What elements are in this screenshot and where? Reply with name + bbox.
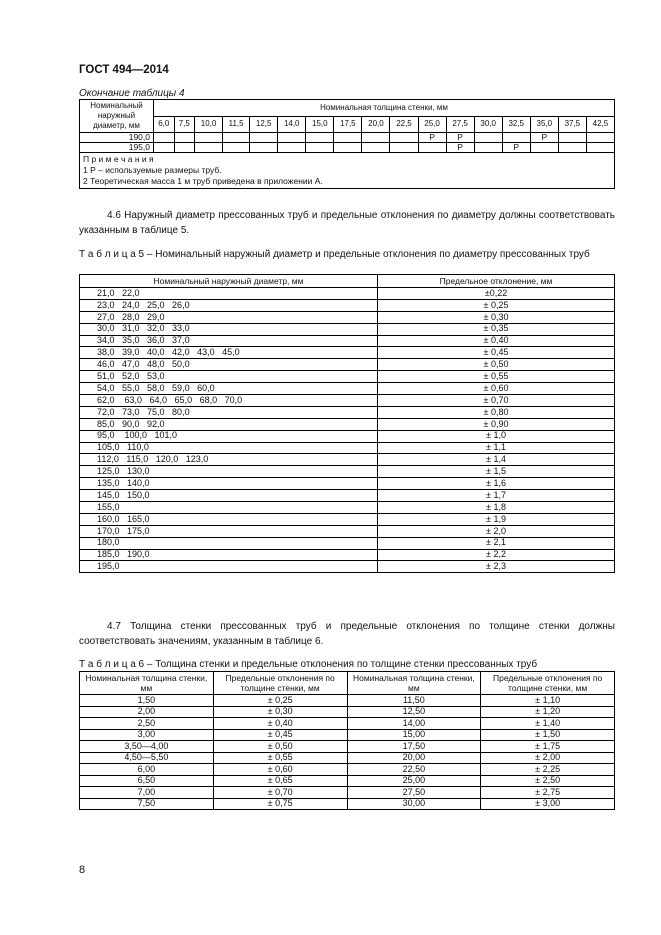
table6-cell: 1,50 xyxy=(80,695,214,707)
table6-head-4: Предельные отклонения по толщине стенки, мм xyxy=(481,672,615,695)
table4-thickness-cell: 10,0 xyxy=(195,116,223,133)
table4-mark-cell xyxy=(362,133,390,143)
table6-cell: 25,00 xyxy=(347,775,481,787)
table5-diameter-cell: 34,0 35,0 36,0 37,0 xyxy=(80,335,378,347)
table6-cell: 7,00 xyxy=(80,787,214,799)
table6-cell: ± 1,40 xyxy=(481,718,615,730)
table6-cell: ± 2,75 xyxy=(481,787,615,799)
table5-deviation-cell: ± 2,3 xyxy=(378,561,615,573)
table4-thickness-cell: 30,0 xyxy=(474,116,502,133)
table5-diameter-cell: 27,0 28,0 29,0 xyxy=(80,311,378,323)
table4-thickness-cell: 17,5 xyxy=(334,116,362,133)
table4-thickness-cell: 27,5 xyxy=(446,116,474,133)
page-number: 8 xyxy=(79,864,86,876)
table5-diameter-cell: 21,0 22,0 xyxy=(80,288,378,300)
table5-caption: Т а б л и ц а 5 – Номинальный наружный диаметр и предельные отклонения по диаметру прессованных труб xyxy=(79,249,590,260)
table6-cell: ± 1,75 xyxy=(481,741,615,753)
table5-row xyxy=(80,311,615,323)
table4-thickness-cell: 15,0 xyxy=(306,116,334,133)
table6-cell: ± 1,50 xyxy=(481,729,615,741)
table6-cell: ± 0,40 xyxy=(213,718,347,730)
table5-row xyxy=(80,371,615,383)
table6-row xyxy=(80,775,615,787)
table6-cell: 7,50 xyxy=(80,798,214,810)
table5-diameter-cell: 135,0 140,0 xyxy=(80,478,378,490)
table4-mark-cell xyxy=(334,133,362,143)
table4-mark-cell xyxy=(306,142,334,152)
table5-row xyxy=(80,442,615,454)
table4-diameter-cell: 190,0 xyxy=(80,133,154,143)
table6-cell: 20,00 xyxy=(347,752,481,764)
table6-cell: ± 1,10 xyxy=(481,695,615,707)
table5-deviation-cell: ± 2,0 xyxy=(378,525,615,537)
table5-diameter-cell: 30,0 31,0 32,0 33,0 xyxy=(80,323,378,335)
table4 xyxy=(79,99,615,189)
table5-row xyxy=(80,406,615,418)
table4-mark-cell xyxy=(154,142,175,152)
table4-mark-cell xyxy=(250,133,278,143)
table6-cell: ± 0,45 xyxy=(213,729,347,741)
table5-diameter-cell: 125,0 130,0 xyxy=(80,466,378,478)
table4-mark-cell xyxy=(586,142,614,152)
table4-thickness-cell: 6,0 xyxy=(154,116,175,133)
table6-cell: 3,00 xyxy=(80,729,214,741)
table5-diameter-cell: 160,0 165,0 xyxy=(80,513,378,525)
table5-row xyxy=(80,299,615,311)
table4-mark-cell xyxy=(390,142,418,152)
table6 xyxy=(79,671,615,810)
table5-diameter-cell: 105,0 110,0 xyxy=(80,442,378,454)
table5-deviation-cell: ± 0,40 xyxy=(378,335,615,347)
note-1: 1 Р – используемые размеры труб. xyxy=(83,164,222,175)
table6-cell: 12,50 xyxy=(347,706,481,718)
table5-row xyxy=(80,454,615,466)
table4-thickness-cell: 42,5 xyxy=(586,116,614,133)
table6-cell: 30,00 xyxy=(347,798,481,810)
table5-row xyxy=(80,347,615,359)
table6-cell: 6,00 xyxy=(80,764,214,776)
table5-deviation-cell: ± 0,25 xyxy=(378,299,615,311)
table5-diameter-cell: 155,0 xyxy=(80,502,378,514)
table6-cell: 27,50 xyxy=(347,787,481,799)
table6-cell: ± 0,60 xyxy=(213,764,347,776)
table4-thickness-cell: 35,0 xyxy=(530,116,558,133)
table6-cell: ± 0,55 xyxy=(213,752,347,764)
table4-mark-cell xyxy=(390,133,418,143)
table5-row xyxy=(80,288,615,300)
table6-cell: 15,00 xyxy=(347,729,481,741)
table6-cell: ± 0,75 xyxy=(213,798,347,810)
table4-notes xyxy=(80,152,615,188)
table4-mark-cell: Р xyxy=(502,142,530,152)
table5-diameter-cell: 180,0 xyxy=(80,537,378,549)
table6-head-3: Номинальная толщина стенки, мм xyxy=(347,672,481,695)
table4-thickness-cell: 32,5 xyxy=(502,116,530,133)
table5-row xyxy=(80,561,615,573)
table6-cell: ± 0,50 xyxy=(213,741,347,753)
table6-row xyxy=(80,729,615,741)
table5-row xyxy=(80,430,615,442)
table6-row xyxy=(80,695,615,707)
table6-row xyxy=(80,798,615,810)
table4-mark-cell xyxy=(195,142,223,152)
paragraph-4-7: 4.7 Толщина стенки прессованных труб и предельные отклонения по толщине стенки должны соответствовать значениям, указанным в таблице 6. xyxy=(79,621,615,647)
table5-diameter-cell: 38,0 39,0 40,0 42,0 43,0 45,0 xyxy=(80,347,378,359)
table5-row xyxy=(80,335,615,347)
table5-row xyxy=(80,549,615,561)
table5-diameter-cell: 195,0 xyxy=(80,561,378,573)
table5-diameter-cell: 54,0 55,0 58,0 59,0 60,0 xyxy=(80,383,378,395)
table6-cell: 3,50—4,00 xyxy=(80,741,214,753)
table5-row xyxy=(80,525,615,537)
table4-row xyxy=(80,142,615,152)
table6-cell: 11,50 xyxy=(347,695,481,707)
table4-thickness-cell: 37,5 xyxy=(558,116,586,133)
table4-thickness-cell: 12,5 xyxy=(250,116,278,133)
table5-row xyxy=(80,537,615,549)
table6-row xyxy=(80,787,615,799)
table5-deviation-cell: ± 1,4 xyxy=(378,454,615,466)
table5-deviation-cell: ± 0,70 xyxy=(378,395,615,407)
table6-cell: 4,50—5,50 xyxy=(80,752,214,764)
table5-deviation-cell: ± 1,7 xyxy=(378,490,615,502)
table4-group-head: Номинальная толщина стенки, мм xyxy=(154,100,615,117)
table5-diameter-cell: 112,0 115,0 120,0 123,0 xyxy=(80,454,378,466)
table5-row xyxy=(80,466,615,478)
table5-row xyxy=(80,395,615,407)
table4-mark-cell: Р xyxy=(446,142,474,152)
table4-mark-cell xyxy=(278,133,306,143)
table4-mark-cell xyxy=(223,133,250,143)
table6-head-2: Предельные отклонения по толщине стенки, мм xyxy=(213,672,347,695)
table6-caption: Т а б л и ц а 6 – Толщина стенки и предельные отклонения по толщине стенки прессованных труб xyxy=(79,659,538,670)
table4-mark-cell xyxy=(278,142,306,152)
table5-deviation-cell: ± 1,5 xyxy=(378,466,615,478)
table6-cell: ± 0,30 xyxy=(213,706,347,718)
table4-mark-cell xyxy=(558,133,586,143)
table5-row xyxy=(80,383,615,395)
table6-cell: ± 1,20 xyxy=(481,706,615,718)
notes-title: П р и м е ч а н и я xyxy=(83,153,154,164)
table6-cell: 2,00 xyxy=(80,706,214,718)
table5-deviation-cell: ± 0,50 xyxy=(378,359,615,371)
table5-diameter-cell: 72,0 73,0 75,0 80,0 xyxy=(80,406,378,418)
table6-cell: ± 2,00 xyxy=(481,752,615,764)
table5-diameter-cell: 46,0 47,0 48,0 50,0 xyxy=(80,359,378,371)
table4-mark-cell: Р xyxy=(446,133,474,143)
table4-mark-cell xyxy=(306,133,334,143)
table4-row xyxy=(80,133,615,143)
table5-diameter-cell: 170,0 175,0 xyxy=(80,525,378,537)
table4-thickness-cell: 7,5 xyxy=(174,116,195,133)
table4-mark-cell xyxy=(154,133,175,143)
table5-row xyxy=(80,490,615,502)
table6-cell: ± 3,00 xyxy=(481,798,615,810)
table5-diameter-cell: 95,0 100,0 101,0 xyxy=(80,430,378,442)
table6-cell: 17,50 xyxy=(347,741,481,753)
table4-thickness-cell: 22,5 xyxy=(390,116,418,133)
table4-diameter-cell: 195,0 xyxy=(80,142,154,152)
table6-cell: ± 0,25 xyxy=(213,695,347,707)
note-2: 2 Теоретическая масса 1 м труб приведена в приложении А. xyxy=(83,175,323,186)
table5-deviation-cell: ± 0,35 xyxy=(378,323,615,335)
table5-head-diameter: Номинальный наружный диаметр, мм xyxy=(80,275,378,288)
table5-deviation-cell: ± 2,1 xyxy=(378,537,615,549)
table5-deviation-cell: ± 0,30 xyxy=(378,311,615,323)
table5-deviation-cell: ± 0,55 xyxy=(378,371,615,383)
table5-head-deviation: Предельное отклонение, мм xyxy=(378,275,615,288)
table5-row xyxy=(80,359,615,371)
table5-row xyxy=(80,502,615,514)
table5-deviation-cell: ± 1,6 xyxy=(378,478,615,490)
table5-deviation-cell: ± 0,60 xyxy=(378,383,615,395)
table6-cell: 6,50 xyxy=(80,775,214,787)
table6-cell: 14,00 xyxy=(347,718,481,730)
table4-thickness-cell: 11,5 xyxy=(223,116,250,133)
table4-mark-cell xyxy=(223,142,250,152)
table4-mark-cell xyxy=(474,133,502,143)
table4-mark-cell xyxy=(174,142,195,152)
table5-diameter-cell: 145,0 150,0 xyxy=(80,490,378,502)
table5-diameter-cell: 51,0 52,0 53,0 xyxy=(80,371,378,383)
table4-caption: Окончание таблицы 4 xyxy=(79,88,185,99)
table4-mark-cell xyxy=(502,133,530,143)
table6-cell: ± 0,70 xyxy=(213,787,347,799)
table6-cell: ± 2,25 xyxy=(481,764,615,776)
table6-cell: ± 0,65 xyxy=(213,775,347,787)
table5-diameter-cell: 62,0 63,0 64,0 65,0 68,0 70,0 xyxy=(80,395,378,407)
table6-cell: 22,50 xyxy=(347,764,481,776)
table4-mark-cell xyxy=(418,142,446,152)
table5-row xyxy=(80,513,615,525)
table4-mark-cell xyxy=(586,133,614,143)
table5-deviation-cell: ± 0,80 xyxy=(378,406,615,418)
table5-diameter-cell: 185,0 190,0 xyxy=(80,549,378,561)
table5-row xyxy=(80,478,615,490)
table5-deviation-cell: ± 1,9 xyxy=(378,513,615,525)
table4-mark-cell xyxy=(334,142,362,152)
table6-row xyxy=(80,752,615,764)
table5-deviation-cell: ± 0,90 xyxy=(378,418,615,430)
table4-mark-cell xyxy=(195,133,223,143)
table4-mark-cell xyxy=(362,142,390,152)
table4-mark-cell xyxy=(558,142,586,152)
table5-diameter-cell: 23,0 24,0 25,0 26,0 xyxy=(80,299,378,311)
table5-deviation-cell: ± 0,45 xyxy=(378,347,615,359)
table6-row xyxy=(80,741,615,753)
table4-thickness-row xyxy=(80,116,615,133)
page-header: ГОСТ 494—2014 xyxy=(79,64,169,76)
table4-thickness-cell: 25,0 xyxy=(418,116,446,133)
table5-diameter-cell: 85,0 90,0 92,0 xyxy=(80,418,378,430)
table6-head-1: Номинальная толщина стенки, мм xyxy=(80,672,214,695)
table6-cell: 2,50 xyxy=(80,718,214,730)
table5-row xyxy=(80,323,615,335)
table4-mark-cell xyxy=(530,142,558,152)
table4-thickness-cell: 20,0 xyxy=(362,116,390,133)
table5-deviation-cell: ± 1,8 xyxy=(378,502,615,514)
paragraph-4-6: 4.6 Наружный диаметр прессованных труб и предельные отклонения по диаметру должны соответствовать указанным в таблице 5. xyxy=(79,210,615,236)
table4-thickness-cell: 14,0 xyxy=(278,116,306,133)
table4-mark-cell xyxy=(474,142,502,152)
table6-row xyxy=(80,764,615,776)
table4-mark-cell xyxy=(174,133,195,143)
table4-mark-cell xyxy=(250,142,278,152)
table6-row xyxy=(80,718,615,730)
table5 xyxy=(79,274,615,573)
table5-deviation-cell: ±0,22 xyxy=(378,288,615,300)
table5-deviation-cell: ± 1,0 xyxy=(378,430,615,442)
table5-row xyxy=(80,418,615,430)
table4-mark-cell: Р xyxy=(530,133,558,143)
table6-row xyxy=(80,706,615,718)
table4-mark-cell: Р xyxy=(418,133,446,143)
table4-col-head: Номинальный наружный диаметр, мм xyxy=(80,100,154,133)
table5-deviation-cell: ± 2,2 xyxy=(378,549,615,561)
table5-deviation-cell: ± 1,1 xyxy=(378,442,615,454)
table6-cell: ± 2,50 xyxy=(481,775,615,787)
